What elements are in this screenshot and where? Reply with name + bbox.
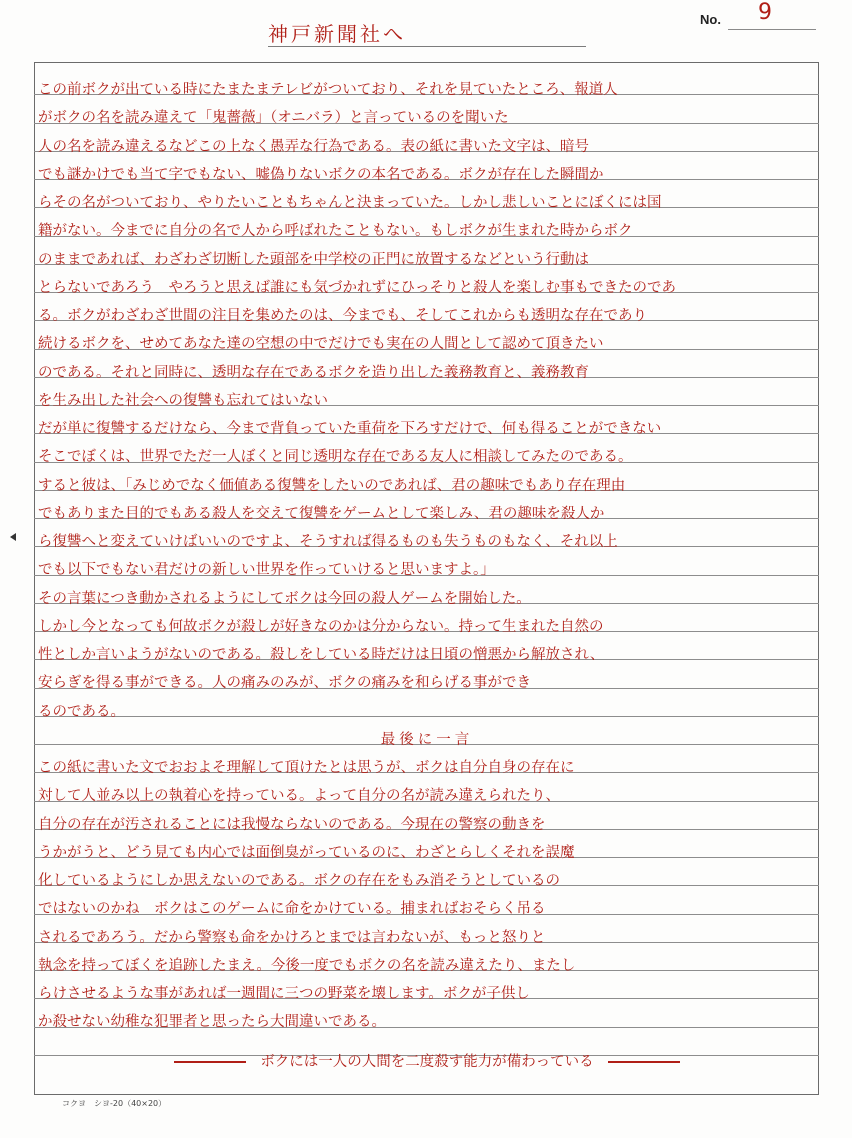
text-line: らけさせるような事があれば一週間に三つの野菜を壊します。ボクが子供し bbox=[38, 986, 530, 1002]
text-line: を生み出した社会への復讐も忘れてはいない bbox=[38, 392, 328, 409]
text-line: その言葉につき動かされるようにしてボクは今回の殺人ゲームを開始した。 bbox=[38, 590, 531, 607]
text-line: のままであれば、わざわざ切断した頭部を中学校の正門に放置するなどという行動は bbox=[38, 251, 589, 268]
text-line: るのである。 bbox=[38, 703, 125, 720]
text-line: うかがうと、どう見ても内心では面倒臭がっているのに、わざとらしくそれを誤魔 bbox=[38, 844, 575, 861]
text-line: 自分の存在が汚されることには我慢ならないのである。今現在の警察の動きを bbox=[38, 816, 546, 833]
text-line: ではないのかね ボクはこのゲームに命をかけている。捕まればおそらく吊る bbox=[38, 901, 546, 918]
text-line: 執念を持ってぼくを追跡したまえ。今後一度でもボクの名を読み違えたり、またし bbox=[38, 957, 576, 974]
closing-dash-right bbox=[608, 1061, 680, 1063]
closing-line bbox=[38, 1048, 816, 1076]
text-line: ら復讐へと変えていけばいいのですよ、そうすれば得るものも失うものもなく、それ以上 bbox=[38, 534, 618, 550]
text-line: 化しているようにしか思えないのである。ボクの存在をもみ消そうとしているの bbox=[38, 873, 560, 889]
text-line: この前ボクが出ている時にたまたまテレビがついており、それを見ていたところ、報道人 bbox=[38, 82, 618, 98]
text-line: でも謎かけでも当て字でもない、嘘偽りないボクの本名である。ボクが存在した瞬間か bbox=[38, 166, 604, 183]
section-heading: 最後に一言 bbox=[380, 731, 474, 748]
page-number-underline bbox=[728, 29, 816, 30]
text-line: 安らぎを得る事ができる。人の痛みのみが、ボクの痛みを和らげる事ができ bbox=[38, 675, 531, 692]
text-line: されるであろう。だから警察も命をかけろとまでは言わないが、もっと怒りと bbox=[38, 929, 546, 946]
text-line: この紙に書いた文でおおよそ理解して頂けたとは思うが、ボクは自分自身の存在に bbox=[38, 760, 575, 776]
text-line: だが単に復讐するだけなら、今まで背負っていた重荷を下ろすだけで、何も得ることができない bbox=[38, 421, 662, 437]
page-number-value: 9 bbox=[758, 0, 772, 25]
closing-text: ボクには一人の人間を二度殺す能力が備わっている bbox=[260, 1053, 594, 1070]
text-line: のである。それと同時に、透明な存在であるボクを造り出した義務教育と、義務教育 bbox=[38, 364, 589, 381]
closing-dash-left bbox=[174, 1061, 246, 1063]
margin-arrow-icon bbox=[10, 533, 16, 541]
text-line: でもありまた目的でもある殺人を交えて復讐をゲームとして楽しみ、君の趣味を殺人か bbox=[38, 505, 605, 522]
text-line: しかし今となっても何故ボクが殺しが好きなのかは分からない。持って生まれた自然の bbox=[38, 618, 604, 635]
text-line: 対して人並み以上の執着心を持っている。よって自分の名が読み違えられたり、 bbox=[38, 788, 560, 805]
text-line: そこでぼくは、世界でただ一人ぼくと同じ透明な存在である友人に相談してみたのである。 bbox=[38, 449, 633, 466]
text-line: 人の名を読み違えるなどこの上なく愚弄な行為である。表の紙に書いた文字は、暗号 bbox=[38, 138, 589, 155]
page-number-label: No. bbox=[700, 12, 721, 27]
text-line: 続けるボクを、せめてあなた達の空想の中でだけでも実在の人間として認めて頂きたい bbox=[38, 336, 604, 353]
text-line: か殺せない幼稚な犯罪者と思ったら大間違いである。 bbox=[38, 1014, 386, 1031]
text-line: がボクの名を読み違えて「鬼薔薇」（オニバラ）と言っているのを聞いた bbox=[38, 110, 509, 127]
text-line: 性としか言いようがないのである。殺しをしている時だけは日頃の憎悪から解放され、 bbox=[38, 647, 605, 663]
title-underline bbox=[268, 46, 586, 47]
letter-title: 神戸新聞社へ bbox=[268, 22, 406, 46]
text-line: る。ボクがわざわざ世間の注目を集めたのは、今までも、そしてこれからも透明な存在であり bbox=[38, 308, 647, 324]
text-line: 籍がない。今までに自分の名で人から呼ばれたこともない。もしボクが生まれた時からボク bbox=[38, 223, 633, 240]
paper-brand-label: コクヨ シヨ-20（40×20） bbox=[62, 1099, 167, 1108]
text-line: でも以下でもない君だけの新しい世界を作っていけると思いますよ。」 bbox=[38, 562, 495, 579]
text-line: すると彼は、「みじめでなく価値ある復讐をしたいのであれば、君の趣味でもあり存在理由 bbox=[38, 477, 626, 494]
text-line: らその名がついており、やりたいこともちゃんと決まっていた。しかし悲しいことにぼくには国 bbox=[38, 195, 662, 211]
text-line: とらないであろう やろうと思えば誰にも気づかれずにひっそりと殺人を楽しむ事もできたのであ bbox=[38, 279, 676, 296]
